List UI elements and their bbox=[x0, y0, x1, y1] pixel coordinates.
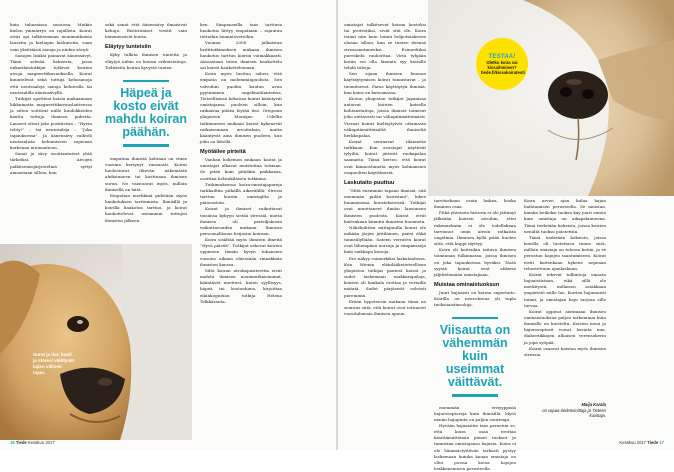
paragraph: Kioton yliopiston tutkijat Japanissa antoivat koirien katsella kohtaustaitoja, joissa ihmiset toimivat joko auttavasti tai välinpitämättömästi. Vieraat koirat kieltäytyivät ottamasta välinpitämättömältä ihmiseltä herkkupalaa. bbox=[344, 95, 426, 138]
subheading-myotaelee: Myötäilee pirteitä bbox=[200, 149, 246, 156]
dog-nose-illustration bbox=[428, 0, 674, 196]
paragraph: kuin tuhansissa sanoissa. Muikin kielen ymmärrys on rajallista. Koirat eivät opi tulkitsemaan monimutkaisia lauseita ja kieliopin kiekuroita, vaan vain yksittäisiä sanoja ja niiden sävyä. bbox=[10, 22, 92, 52]
left-column-3 bbox=[200, 22, 282, 424]
paragraph: Vuonna 2008 julkaistun brittitutkimuksen mukaan ihmisen haukotus tarttuu koiriin voimakkaasti. Ainoastaan tutun ihmisen haukottelu sai koirat haukottelemaan. bbox=[200, 40, 282, 71]
paragraph: Tutkimuksessa koira-omistajapareja tarkkailtiin pitkällä aikavälillä. Stressi tarttuu koiriin omistajilta ja päinvastoin. bbox=[200, 181, 282, 206]
dog-face-photo bbox=[0, 244, 192, 440]
paragraph: enemmän erityyppisiä hajureseptoreja kuin ihmisillä. Myös nenän hajupinta on paljon suurempi. bbox=[434, 404, 516, 422]
left-column-2 bbox=[105, 22, 187, 242]
dog-nose-photo bbox=[428, 0, 674, 196]
right-column-2 bbox=[434, 198, 516, 472]
paragraph: Koira arvioi ajan kulua hajun haihtumisen perusteella. Se muistaa, kuinka heikoksi tuoksu käy juuri ennen kuin omistaja on aikapalanneena. Tämä tiedetään kokeista, joissa koirien nenältä tuoksu poistettiin. bbox=[524, 198, 606, 234]
paragraph: Koirat tekevät tulkintoja omasta hajuaististaan, eikä sillä ole merkitystä, millaisen asiakkaan ympäristö niille luo. Koirien hajumuisti toimii, ja omistajan haju tarjoaa sille turvaa. bbox=[524, 271, 606, 308]
footer-right bbox=[619, 440, 664, 445]
paragraph: Koirat seuraavat tilannetta tarkkaan. Kun avustajat näyttivät tylyiltä, koirat jättivät ruokapalan saamatta. Tämä kertoo, että koirat ovat kiinnostuneita myös kolmansien osapuolten käytöksestä. bbox=[344, 138, 426, 175]
paragraph: Sanat ja sävy osoittautuivat yhtä tärkeiksi. Aivojen palkitsemisjärjestelmä syttyi ainoastaan silloin, kun bbox=[10, 151, 92, 175]
paragraph: ken. Simpanseilla taas tarttuva haukotus liittyy empatiaan – rajautuu tuttuihin laumatovereihin. bbox=[200, 22, 282, 40]
paragraph: Koira sisältää myös ihmisen ilmeitä ”Hyvä päivää”. Tutkijat uskovat koirien oppineen tämän kyvyn tuhansien vuosien aikana eläessään rinnakkain ihmisten kanssa. bbox=[200, 237, 282, 267]
photo-caption-left: Surut ja ilot, huoli ja stressi välittyvät lajien välisen rajan. bbox=[33, 352, 75, 375]
author-name: Maija Karala bbox=[581, 402, 606, 407]
paragraph: ”Mitä enemmän tapaan ihmisiä, sitä enemmän pidän koiristani”, lukee buumeisissa kuvateksteissä. Tutkijat ovat muuttaneet ilmiön lausuneen ihmisten puolesta. Koirat eivät kuitenkaan kiinnitä ihmisten huomiota. bbox=[344, 187, 426, 224]
paragraph: Koirat ja ihmiset vaikuttavat toisiinsa kykyyn sietää stressiä, mutta ihmisen oli pariviljakosta vaikuttavuuden mukaan. Ihmisen persoonallisuus heijastui koiraan. bbox=[200, 206, 282, 236]
pullquote-bar bbox=[452, 317, 498, 320]
magazine-name: Tiede bbox=[15, 440, 27, 445]
paragraph: Vanhan hokemon mukaan koirat ja omistajat alkavat muistuttaa toisiaan. Se pitää kuin pitääkin paikkansa, osoittaa helsinkiläisen tutkimus. bbox=[200, 157, 282, 181]
paragraph: Sanojen lisäksi painavat äänensävyt. Tämä selviää kokeesta, jossa unkarilaistutkijat tutkivat koirien aivoja magneettikuvauksella. Koirat kuuntelivat sekä tuttuja kehusanoja että neutraaleja sanoja kehuvalla tai neutraalilla äänensävyllä. bbox=[10, 52, 92, 95]
left-page bbox=[0, 0, 336, 450]
pullquote-bar bbox=[123, 80, 169, 83]
paragraph: Empatian merkkinä pidetään myös haukotuksen tarttumista. Ihmisillä ja koirilla haukotus tarttuu, ja koirat haukottelevat useammin tuttujen ihmisten jälkeen. bbox=[105, 192, 187, 223]
paragraph: Koira myös luottaa siihen, että empatia on molemminpuolista. Sen valvoihin puoliin kuuluu avun pyytäminen ongelmatilanteissa. Tieteellisissä kokeissa koirat kääntyvät omistajansa puoleen silloin, kun ratkaisua pitäisi löytää itse. Oregonin yliopiston Monique Udellin tutkimusten mukaan koirat kykenevät ratkaisemaan arvoituksia, mutta kääntyvät aina ihmisen puoleen, kun joku on lähellä. bbox=[200, 71, 282, 144]
paragraph: tarvitsekaan osata laskea, koska ihminen osaa. bbox=[434, 198, 516, 210]
author-signature bbox=[534, 402, 606, 419]
pullquote-right bbox=[434, 317, 516, 397]
paragraph: Tutkijat opettivat koiria makaamaan liikkumatta magneettikuvauslaitteessa ja sitten soittivat niille kuulokkeiden kautta tuttuja ihmisen puhetta. Lauseet olivat joko positiivisia – ”Hyvin tehty!” – tai neutraaleja – ”Joka tapauksessa”. Ja äänensävy vaihteli neutraalista kehumiseen sopivaan korkeaan intonaatioon. bbox=[10, 95, 92, 151]
subheading-laskutaito: Laskutaito puuttuu bbox=[344, 179, 395, 186]
paragraph: Koirat oppivat aistimaan ihmisen ominaistuoksua paljon tarkemmin kuin ihmisille on kuviteltu. Koirien nenä ja hajureseptorit voivat havaita mm. diabeetikkojen alhaisen verensokerin ja jopa syöpää. bbox=[524, 308, 606, 345]
paragraph: Koira oli kuitenkin taitava ihmisen toiminnan tulkinnassa, joissa ihmisen on joka tapauksessa hyväksi. Tästä syystä koirat ovat ahkeria jäljittelemään omistajiaan. bbox=[434, 247, 516, 277]
pullquote-text: Häpeä ja kosto eivät mahdu koiran päähän. bbox=[105, 86, 187, 140]
paragraph: Juuri hajuaisti on koiran supertaito. Koirilla on neuvoksena yli tupla tuoksuaistinsoluja. bbox=[434, 290, 516, 308]
footer-left bbox=[10, 440, 55, 445]
right-page bbox=[338, 0, 674, 472]
paragraph: Hyvään hajuaistiin taas perustuu se, että koira osaa erottaa käsittämättömän pienet tuoksut ja tunnistaa omistajansa hajusta. Koira ei ole hämmästyttävän tarkasti pystyy laskemaan kuinka kauan omistaja on ollut poissa kotoa hajujen heikkenemisen perusteella. bbox=[434, 422, 516, 472]
issue-date: Kesäkuu 2017 bbox=[619, 440, 647, 445]
paragraph: Koirat osaavat haistaa myös ihmisen stressin. bbox=[524, 345, 606, 357]
author-role: on vapaa tiedetoimittaja ja Tieteen kuvittaja. bbox=[542, 407, 606, 419]
paragraph: Erään hypoteesin mukaan tämä on seuraus siitä, että koirat ovat tottuneet vuosituhansia ihmisen apuun. bbox=[344, 298, 426, 317]
left-column-1 bbox=[10, 22, 92, 242]
pullquote-bar bbox=[452, 394, 498, 397]
test-badge bbox=[476, 38, 528, 90]
badge-text: Oletko koira vai kissaihminen? tiede.fi/kissakoiratesti bbox=[481, 59, 525, 75]
paragraph: Kyky tulkita ihmisen tunteita ja eläytyä niihin on koiran erikoistaitoja. Todisteita koiran kyvystä tuntea bbox=[105, 52, 187, 70]
paragraph: Siltä koiran aivokapasiteettia eivät mahdu ihmisen monimutkaisimmat, kääntävät mietteet, kuten syyllisyys, häpeä tai kostonhimo, kirjoittaa eläinkognition tutkija Helena Telkkäranta. bbox=[200, 267, 282, 304]
pullquote-left bbox=[105, 80, 187, 147]
pullquote-bar bbox=[123, 144, 169, 147]
paragraph: Näkökohtien mittapuulla koirat ole mikään järjen jättiläinen, paitsi ehkä tunneälyltään. Sateen verraten koirat ovat lähempänä norsuja ja simpansseja kuin vaikkapa kissoja. bbox=[344, 224, 426, 255]
right-column-1 bbox=[344, 22, 426, 424]
paragraph: Tämä tiedetään kokeista, joissa koirilla oli luotettava tunne siitä, milloin omistaja on tulossa kotiin, ja se perustuu hajujen taantumiseen. Koirat eivät kuitenkaan kykene nopeaan tehostettuun ajanlaskuun. bbox=[524, 234, 606, 271]
subheading-elaytyy: Eläytyy tunteisiin bbox=[105, 44, 152, 51]
paragraph: Ero näkyy esimerkiksi laskutaidossa. Kun Wienin eläinlääketieteellisen yliopiston tutkijat panivat koirat ja sudet laskemaan makkarapaloja, koirien oli hankala erottaa ja vertailla määriä. Sudet pärjäsivät selvästi paremmin. bbox=[344, 255, 426, 298]
page-number: 17 bbox=[659, 440, 664, 445]
subheading-muistaa: Muistaa ominaistuoksun bbox=[434, 282, 500, 289]
right-column-3 bbox=[524, 198, 606, 398]
paragraph: empatiaa ihmistä kohtaan on viime vuosina kertynyt runsaasti. Koirat huolestuvat itkevän näkemästä ahdistuneen tai koettuaan ihmisen surun. Ne vaistoavat myös, milloin ihmisellä on hätä. bbox=[105, 155, 187, 192]
issue-date: Kesäkuu 2017 bbox=[27, 440, 55, 445]
paragraph: Sen sijaan ihmisen huonon käyttäytymisen koirat tunnistavat – ja tuomitsevat. Paras käyttäytyä ihmisiä, kun koira on katsomassa. bbox=[344, 71, 426, 95]
page-number: 16 bbox=[10, 440, 15, 445]
pullquote-text: Viisautta on vähemmän kuin useimmat väittävät. bbox=[439, 323, 511, 389]
paragraph: sekä sanat että äänensävy ilmaisivat kehuja. Ristiriitaiset viestit vain hämmensivät koiria. bbox=[105, 22, 187, 40]
badge-title: TESTAA! bbox=[488, 53, 516, 60]
dog-face-illustration bbox=[0, 244, 192, 440]
paragraph: omistajat tulkitsevat koiran kostoksi tai protestiksi, eivät sitä ole. Koira toimii niin kuin toimii helpottaakseen oloaan silloin, kun se tuntee itsensä stressaantuneeksi. Esimerkiksi pureskelu rauhoittaa. Virta tyhjään kotiin voi olla lämmin syy koiralle tehdä tuhoja. bbox=[344, 22, 426, 71]
paragraph: Pitkä yhteinen historia ei ole jättänyt jälkeään koirien aivoihin, ettei rakennelmiin ei ole todellakaan tarvinnut omin aivoin ratkaista ongelmia. Ihminen kyllä pitää huolen siitä, että kuppi täyttyy. bbox=[434, 210, 516, 247]
magazine-name: Tiede bbox=[647, 440, 659, 445]
